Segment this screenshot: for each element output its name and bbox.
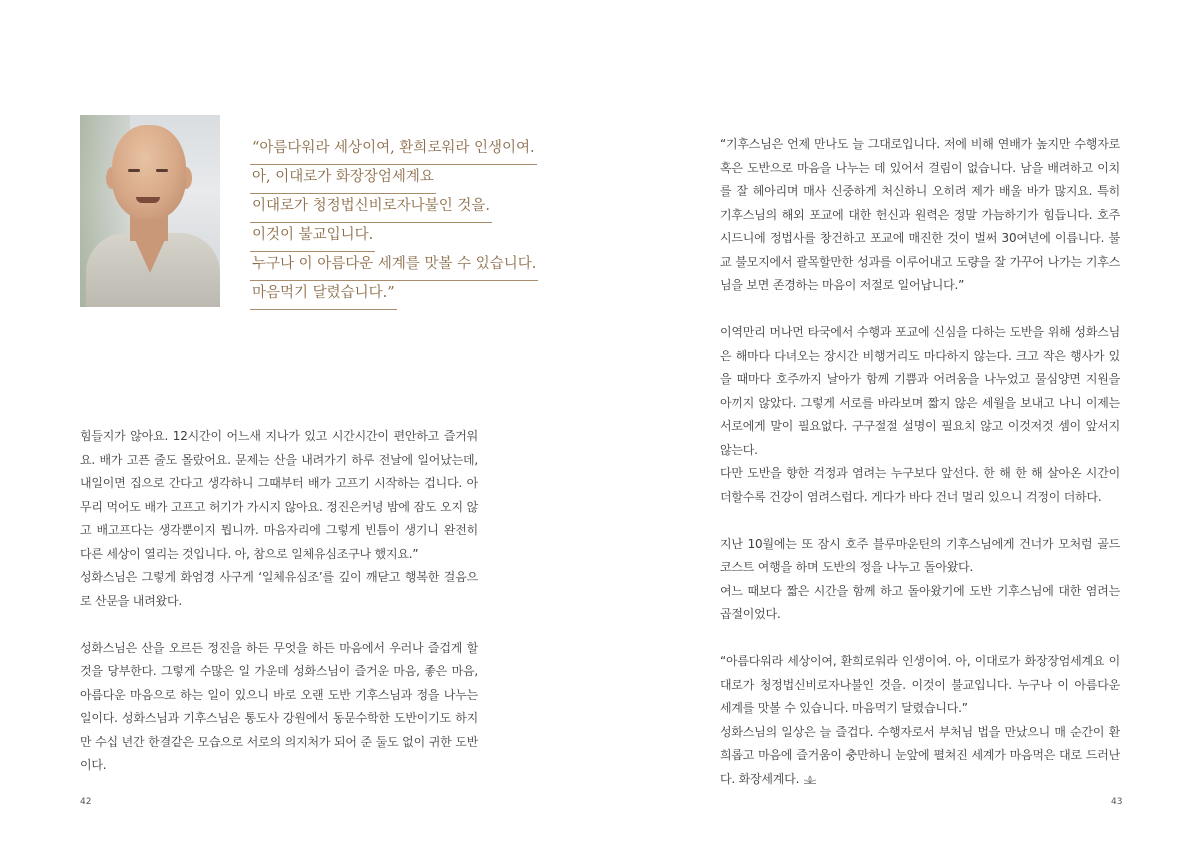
paragraph: 성화스님은 산을 오르든 정진을 하든 무엇을 하든 마음에서 우러나 즐겁게 할 것을 당부한다. 그렇게 수많은 일 가운데 성화스님이 즐거운 마음, 좋은 마음, 아름다운 마음으로 하는 일이 있으니 바로 오랜 도반 기후스님과 정을 나누는 일이다. 성화스님과 기후스님은 통도사 강원에서 동문수학한 도반이기도 하지만 수십 년간 한결같은 모습으로 서로의 의지처가 되어 준 둘도 없이 귀한 도반이다. [80, 640, 478, 772]
quote-line: 누구나 이 아름다운 세계를 맛볼 수 있습니다. [250, 252, 538, 281]
page-number: 42 [80, 797, 92, 807]
paragraph: 성화스님은 그렇게 화엄경 사구게 ‘일체유심조’를 깊이 깨닫고 행복한 걸음으로 산문을 내려왔다. [80, 570, 478, 608]
lotus-icon [803, 775, 817, 784]
paragraph-text: 성화스님의 일상은 늘 즐겁다. 수행자로서 부처님 법을 만났으니 매 순간이 환희롭고 마음에 즐거움이 충만하니 눈앞에 펼쳐진 세계가 마음먹은 대로 드러난다. 화장세계다. [720, 724, 1120, 786]
monk-portrait-photo [80, 115, 220, 307]
quote-line: 이대로가 청정법신비로자나불인 것을. [250, 194, 492, 223]
paragraph: 힘들지가 않아요. 12시간이 어느새 지나가 있고 시간시간이 편안하고 즐거워요. 배가 고픈 줄도 몰랐어요. 문제는 산을 내려가기 하루 전날에 일어났는데, 내일이면 집으로 간다고 생각하니 그때부터 배가 고프기 시작하는 겁니다. 아무리 먹어도 배가 고프고 허기가 가시지 않아요. 정진은커녕 밤에 잠도 오지 않고 배고프다는 생각뿐이지 뭡니까. 마음자리에 그렇게 빈틈이 생기니 완전히 다른 세상이 열리는 것입니다. 아, 참으로 일체유심조구나 했지요.” [80, 429, 478, 561]
left-body-text [80, 425, 478, 778]
right-body-text [720, 133, 1120, 791]
paragraph: 지난 10월에는 또 잠시 호주 블루마운틴의 기후스님에게 건너가 모처럼 골드코스트 여행을 하며 도반의 정을 나누고 돌아왔다. [720, 536, 1120, 574]
quote-line: 아, 이대로가 화장장엄세계요 [250, 165, 436, 194]
paragraph: 이역만리 머나먼 타국에서 수행과 포교에 신심을 다하는 도반을 위해 성화스님은 해마다 다녀오는 장시간 비행거리도 마다하지 않는다. 크고 작은 행사가 있을 때마다 호주까지 날아가 함께 기쁨과 어려움을 나누었고 물심양면 지원을 아끼지 않았다. 그렇게 서로를 바라보며 짧지 않은 세월을 보내고 나니 이제는 서로에게 말이 필요없다. 구구절절 설명이 필요치 않고 이것저것 셈이 앞서지 않는다. [720, 325, 1120, 457]
paragraph: 다만 도반을 향한 걱정과 염려는 누구보다 앞선다. 한 해 한 해 살아온 시간이 더할수록 건강이 염려스럽다. 게다가 바다 건너 멀리 있으니 걱정이 더하다. [720, 466, 1120, 504]
page-number: 43 [1111, 797, 1123, 807]
pull-quote [250, 136, 550, 310]
paragraph: “기후스님은 언제 만나도 늘 그대로입니다. 저에 비해 연배가 높지만 수행자로 혹은 도반으로 마음을 나누는 데 있어서 걸림이 없습니다. 남을 배려하고 이치를 잘 헤아리며 매사 신중하게 처신하니 오히려 제가 배울 바가 많지요. 특히 기후스님의 해외 포교에 대한 헌신과 원력은 정말 가늠하기가 힘듭니다. 호주 시드니에 정법사를 창건하고 포교에 매진한 것이 벌써 30여년에 이릅니다. 불교 불모지에서 괄목할만한 성과를 이루어내고 도량을 잘 가꾸어 나가는 기후스님을 보면 존경하는 마음이 저절로 일어납니다.” [720, 137, 1120, 292]
paragraph: 여느 때보다 짧은 시간을 함께 하고 돌아왔기에 도반 기후스님에 대한 염려는 곱절이었다. [720, 583, 1120, 621]
quote-line: 이것이 불교입니다. [250, 223, 375, 252]
paragraph [720, 721, 1120, 792]
paragraph: “아름다워라 세상이여, 환희로워라 인생이여. 아, 이대로가 화장장엄세계요 이대로가 청정법신비로자나불인 것을. 이것이 불교입니다. 누구나 이 아름다운 세계를 맛볼 수 있습니다. 마음먹기 달렸습니다.” [720, 654, 1120, 715]
quote-line: 마음먹기 달렸습니다.” [250, 281, 397, 310]
quote-line: “아름다워라 세상이여, 환희로워라 인생이여. [250, 136, 537, 165]
